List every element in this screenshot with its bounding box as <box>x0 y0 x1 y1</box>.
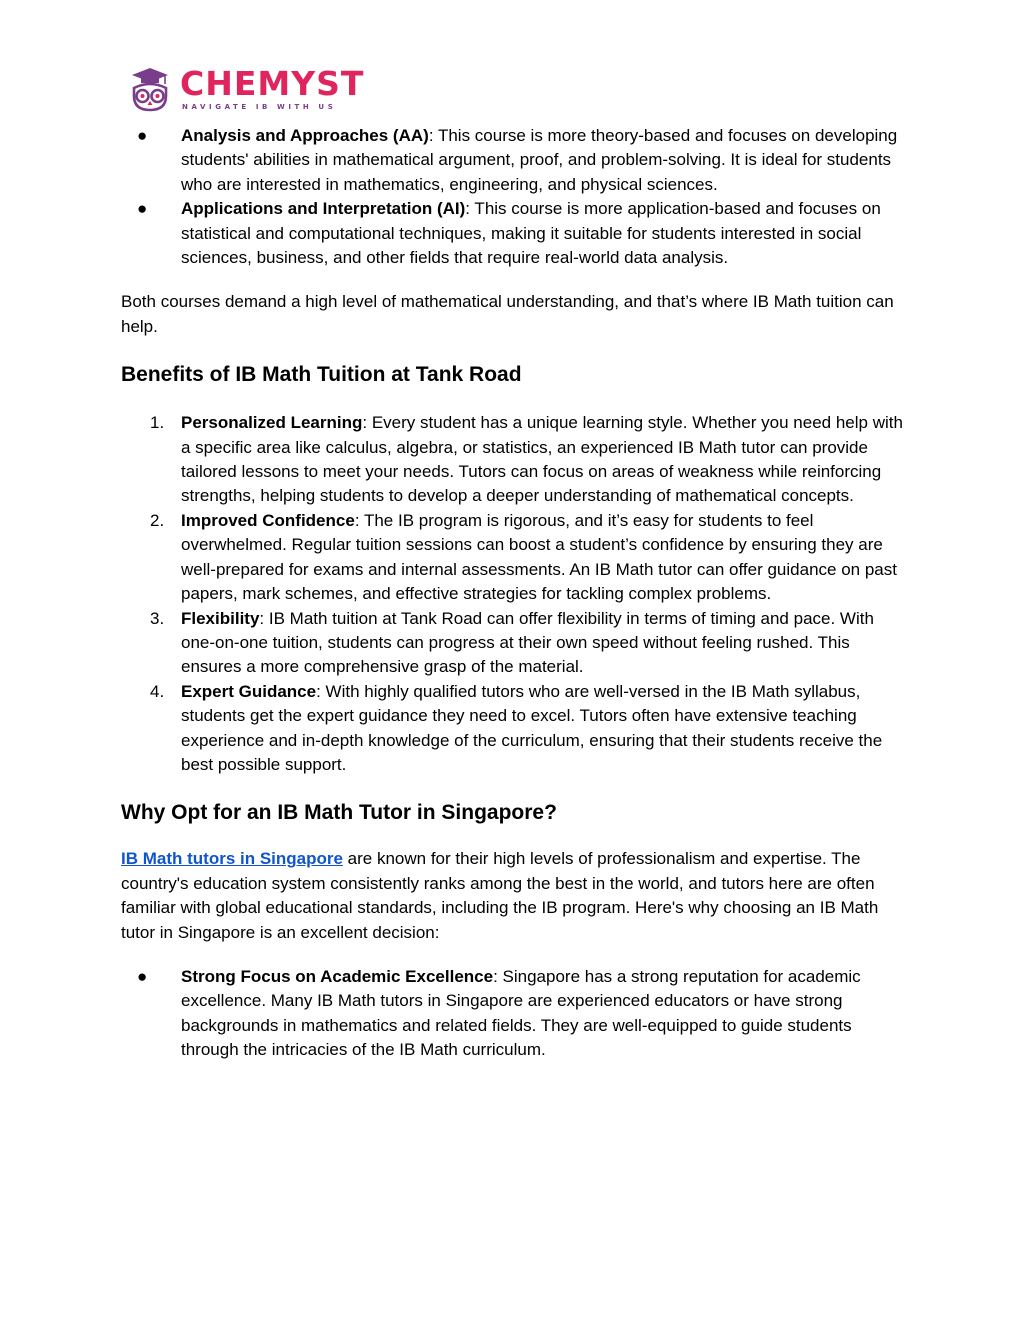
list-item-title: Strong Focus on Academic Excellence <box>181 966 494 986</box>
list-item-text: : This course is more application-based and focuses on statistical and computational techniques, making it suitable for students interested in social sciences, business, and other fields that require real-world data analysis. <box>181 199 881 268</box>
list-number: 3. <box>150 608 165 628</box>
graduation-owl-icon <box>128 66 172 112</box>
list-item <box>121 680 906 778</box>
why-paragraph <box>121 847 906 945</box>
logo-wordmark: CHEMYST <box>180 64 365 103</box>
why-paragraph-text: are known for their high levels of professionalism and expertise. The country's education system consistently ranks among the best in the world, and tutors here are often familiar with global educational standards, including the IB program. Here's why choosing an IB Math tutor in Singapore is an excellent decision: <box>121 849 879 942</box>
list-item-text: : This course is more theory-based and focuses on developing students' abilities in mathematical argument, proof, and problem-solving. It is ideal for students who are interested in mathematics, engineering, and physical sciences. <box>181 126 898 194</box>
list-item-text: : The IB program is rigorous, and it’s easy for students to feel overwhelmed. Regular tuition sessions can boost a student’s confidence by ensuring they are well-prepared for exams and internal assessments. An IB Math tutor can offer guidance on past papers, mark schemes, and effective strategies for tackling complex problems. <box>181 510 897 604</box>
list-item <box>121 965 906 1063</box>
list-item-text: : Every student has a unique learning style. Whether you need help with a specific area like calculus, algebra, or statistics, an experienced IB Math tutor can provide tailored lessons to meet your needs. Tutors can focus on areas of weakness while reinforcing strengths, helping students to develop a deeper understanding of mathematical concepts. <box>181 413 903 506</box>
tutors-singapore-link[interactable]: IB Math tutors in Singapore <box>121 849 343 869</box>
brand-logo <box>128 64 365 114</box>
list-item-title: Flexibility <box>181 608 260 628</box>
list-item-title: Expert Guidance <box>181 681 317 701</box>
why-heading: Why Opt for an IB Math Tutor in Singapore? <box>121 801 557 825</box>
list-item <box>121 411 906 509</box>
list-number: 4. <box>150 681 165 701</box>
list-item-text: : Singapore has a strong reputation for academic excellence. Many IB Math tutors in Singapore are experienced educators or have strong backgrounds in mathematics and related fields. They are well-equipped to guide students through the intricacies of the IB Math curriculum. <box>181 966 861 1060</box>
list-item-text: : With highly qualified tutors who are well-versed in the IB Math syllabus, students get the expert guidance they need to excel. Tutors often have extensive teaching experience and in-depth knowledge of the curriculum, ensuring that their students receive the best possible support. <box>181 681 883 774</box>
course-list <box>121 124 906 270</box>
why-list <box>121 965 906 1063</box>
list-item-title: Personalized Learning <box>181 413 363 433</box>
list-item <box>121 509 906 607</box>
list-item-text: : IB Math tuition at Tank Road can offer flexibility in terms of timing and pace. With one-on-one tuition, students can progress at their own speed without feeling rushed. This ensures a more comprehensive grasp of the material. <box>181 608 874 677</box>
document-content <box>121 124 906 1063</box>
list-item-title: Improved Confidence <box>181 510 355 530</box>
list-item <box>121 124 906 197</box>
bullet-marker: ● <box>137 966 148 986</box>
list-number: 1. <box>150 413 165 433</box>
list-item-title: Applications and Interpretation (AI) <box>181 199 466 219</box>
benefits-list <box>121 411 906 777</box>
bullet-marker: ● <box>137 199 148 219</box>
intro-paragraph: Both courses demand a high level of mathematical understanding, and that’s where IB Math tuition can help. <box>121 292 894 336</box>
logo-tagline: NAVIGATE IB WITH US <box>182 103 337 111</box>
bullet-marker: ● <box>137 126 148 145</box>
benefits-heading: Benefits of IB Math Tuition at Tank Road <box>121 363 522 387</box>
list-item <box>121 607 906 680</box>
list-item <box>121 197 906 270</box>
list-number: 2. <box>150 510 165 530</box>
list-item-title: Analysis and Approaches (AA) <box>181 126 429 145</box>
